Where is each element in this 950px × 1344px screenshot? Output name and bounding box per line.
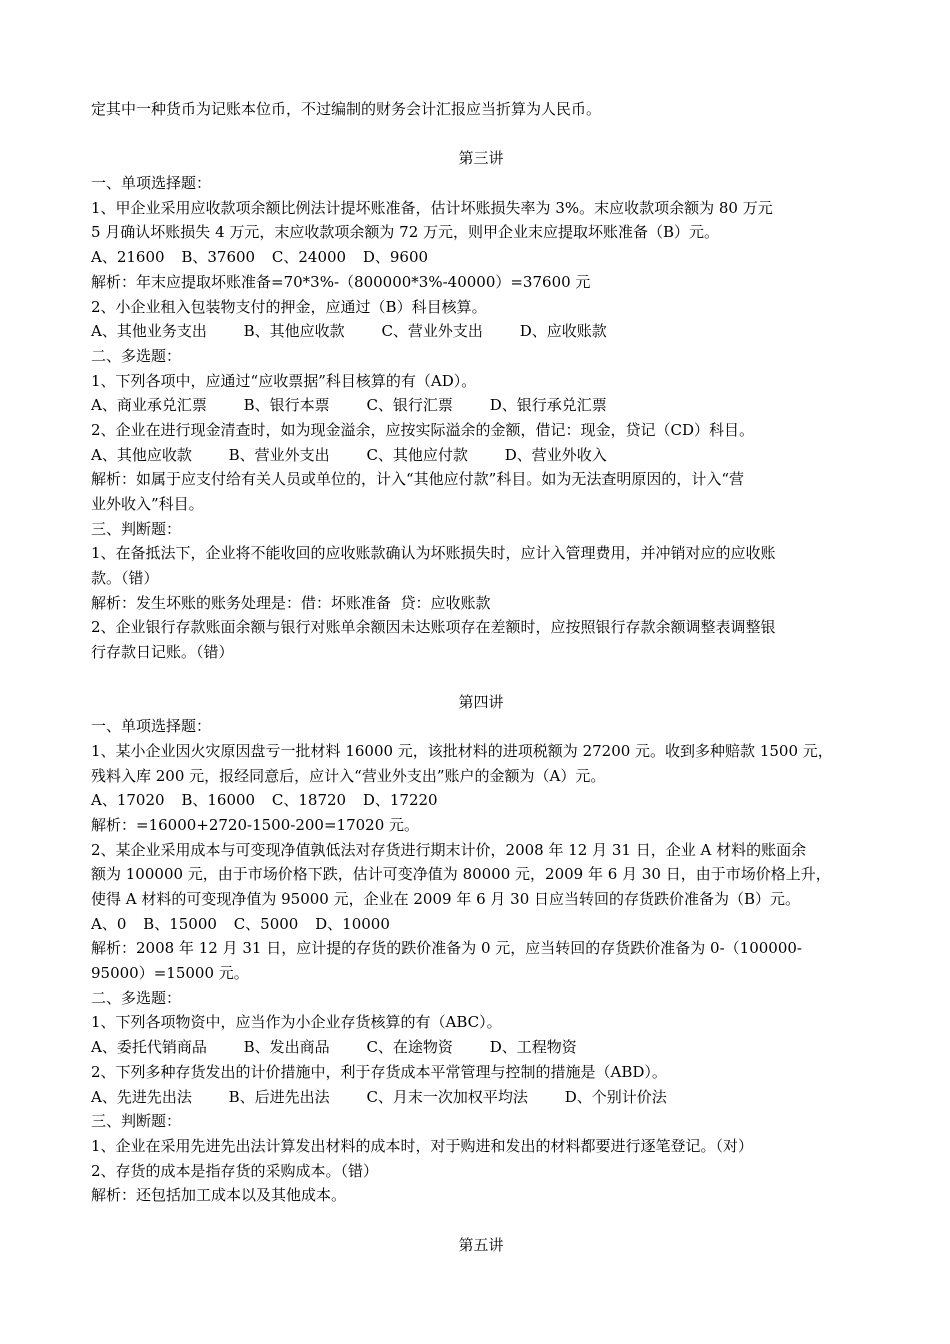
- lecture3-q1-line2: 5 月确认坏账损失 4 万元，末应收款项余额为 72 万元，则甲企业末应提取坏账准备（B）元。: [91, 223, 720, 242]
- option-a: A、先进先出法: [91, 1087, 192, 1106]
- option-b: B、其他应收款: [243, 322, 345, 341]
- lecture4-m2-line: 2、下列多种存货发出的计价措施中，利于存货成本平常管理与控制的措施是（ABD）。: [91, 1062, 667, 1081]
- lecture3-j2-line2: 行存款日记账。（错）: [91, 643, 234, 662]
- lecture4-judge-heading: 三、判断题：: [91, 1112, 182, 1131]
- option-d: D、银行承兑汇票: [489, 396, 607, 415]
- lecture4-q1-line1: 1、某小企业因火灾原因盘亏一批材料 16000 元，该批材料的进项税额为 27200 元。收到多种赔款 1500 元，: [91, 741, 833, 760]
- lecture3-q2-options: [91, 319, 871, 344]
- lecture3-j1-line2: 款。（错）: [91, 569, 159, 588]
- option-c: C、其他应付款: [366, 445, 468, 464]
- option-a: A、其他应收款: [91, 445, 192, 464]
- lecture4-q2-line2: 额为 100000 元，由于市场价格下跌，估计可变净值为 80000 元，2009 年 6 月 30 日，由于市场价格上升，: [91, 865, 831, 884]
- option-c: C、18720: [271, 791, 347, 810]
- lecture3-multi-heading: 二、多选题：: [91, 346, 182, 365]
- lecture3-judge-heading: 三、判断题：: [91, 519, 182, 538]
- intro-line: 定其中一种货币为记账本位币，不过编制的财务会计汇报应当折算为人民币。: [91, 100, 602, 118]
- lecture3-q2-line: 2、小企业租入包装物支付的押金，应通过（B）科目核算。: [91, 297, 487, 316]
- lecture4-m1-options: [91, 1035, 871, 1060]
- lecture4-q2-options: [91, 912, 871, 937]
- option-b: B、后进先出法: [228, 1087, 330, 1106]
- lecture3-q1-line1: 1、甲企业采用应收款项余额比例法计提坏账准备，估计坏账损失率为 3%。末应收款项余额为 80 万元: [91, 198, 773, 217]
- lecture4-q2-line1: 2、某企业采用成本与可变现净值孰低法对存货进行期末计价，2008 年 12 月 31 日，企业 A 材料的账面余: [91, 840, 807, 859]
- option-b: B、发出商品: [243, 1038, 330, 1057]
- lecture3-j1-line1: 1、在备抵法下，企业将不能收回的应收账款确认为坏账损失时，应计入管理费用，并冲销对应的应收账: [91, 544, 776, 563]
- option-a: A、17020: [91, 791, 165, 810]
- option-a: A、21600: [91, 248, 165, 267]
- lecture3-j1-analysis: 解析：发生坏账的账务处理是：借：坏账准备 贷：应收账款: [91, 593, 491, 612]
- lecture3-q1-options: [91, 245, 871, 270]
- option-a: A、其他业务支出: [91, 322, 207, 341]
- lecture4-m1-line: 1、下列各项物资中，应当作为小企业存货核算的有（ABC）。: [91, 1013, 502, 1032]
- lecture4-single-heading: 一、单项选择题：: [91, 717, 212, 736]
- option-c: C、5000: [233, 914, 299, 933]
- lecture4-j1-line: 1、企业在采用先进先出法计算发出材料的成本时，对于购进和发出的材料都要进行逐笔登记。（对）: [91, 1136, 754, 1155]
- option-c: C、月末一次加权平均法: [366, 1087, 528, 1106]
- option-b: B、37600: [181, 248, 256, 267]
- option-d: D、10000: [315, 914, 390, 933]
- option-b: B、营业外支出: [228, 445, 330, 464]
- lecture3-m1-options: [91, 393, 871, 418]
- option-d: D、17220: [362, 791, 438, 810]
- lecture3-q1-analysis: 解析：年末应提取坏账准备=70*3%-（800000*3%-40000）=37600 元: [91, 272, 591, 291]
- option-d: D、营业外收入: [504, 445, 607, 464]
- option-c: C、营业外支出: [381, 322, 483, 341]
- option-d: D、工程物资: [489, 1038, 577, 1057]
- lecture4-q2-analysis-line2: 95000）=15000 元。: [91, 964, 249, 983]
- lecture3-j2-line1: 2、企业银行存款账面余额与银行对账单余额因未达账项存在差额时，应按照银行存款余额调整表调整银: [91, 618, 776, 637]
- option-a: A、0: [91, 914, 127, 933]
- option-a: A、委托代销商品: [91, 1038, 207, 1057]
- lecture3-single-heading: 一、单项选择题：: [91, 174, 212, 193]
- lecture4-q1-analysis: 解析：=16000+2720-1500-200=17020 元。: [91, 815, 420, 834]
- lecture4-j2-line: 2、存货的成本是指存货的采购成本。（错）: [91, 1161, 379, 1180]
- lecture3-m2-options: [91, 443, 871, 468]
- option-d: D、9600: [362, 248, 429, 267]
- option-c: C、24000: [271, 248, 347, 267]
- option-d: D、应收账款: [519, 322, 607, 341]
- lecture3-title: 第三讲: [458, 149, 504, 168]
- option-b: B、银行本票: [243, 396, 330, 415]
- lecture3-m2-line: 2、企业在进行现金清查时，如为现金溢余，应按实际溢余的金额，借记：现金，贷记（CD）科目。: [91, 420, 755, 439]
- option-b: B、15000: [143, 914, 217, 933]
- lecture3-m2-analysis-line1: 解析：如属于应支付给有关人员或单位的，计入“其他应付款”科目。如为无法查明原因的，计入“营: [91, 470, 745, 489]
- option-c: C、银行汇票: [366, 396, 453, 415]
- lecture4-q1-options: [91, 788, 871, 813]
- lecture3-m1-line: 1、下列各项中，应通过“应收票据”科目核算的有（AD）。: [91, 371, 477, 390]
- option-a: A、商业承兑汇票: [91, 396, 207, 415]
- lecture4-multi-heading: 二、多选题：: [91, 988, 182, 1007]
- document-page: [91, 97, 871, 1257]
- lecture4-m2-options: [91, 1085, 871, 1110]
- option-b: B、16000: [181, 791, 256, 810]
- lecture4-j2-analysis: 解析：还包括加工成本以及其他成本。: [91, 1186, 347, 1205]
- lecture4-q1-line2: 残料入库 200 元，报经同意后，应计入“营业外支出”账户的金额为（A）元。: [91, 766, 606, 785]
- lecture4-q2-line3: 使得 A 材料的可变现净值为 95000 元，企业在 2009 年 6 月 30 日应当转回的存货跌价准备为（B）元。: [91, 890, 801, 908]
- lecture5-title: 第五讲: [458, 1235, 504, 1254]
- lecture4-title: 第四讲: [458, 692, 504, 711]
- option-c: C、在途物资: [366, 1038, 453, 1057]
- option-d: D、个别计价法: [564, 1087, 667, 1106]
- lecture4-q2-analysis-line1: 解析：2008 年 12 月 31 日，应计提的存货的跌价准备为 0 元，应当转回的存货跌价准备为 0-（100000-: [91, 939, 802, 958]
- lecture3-m2-analysis-line2: 业外收入”科目。: [91, 495, 204, 513]
